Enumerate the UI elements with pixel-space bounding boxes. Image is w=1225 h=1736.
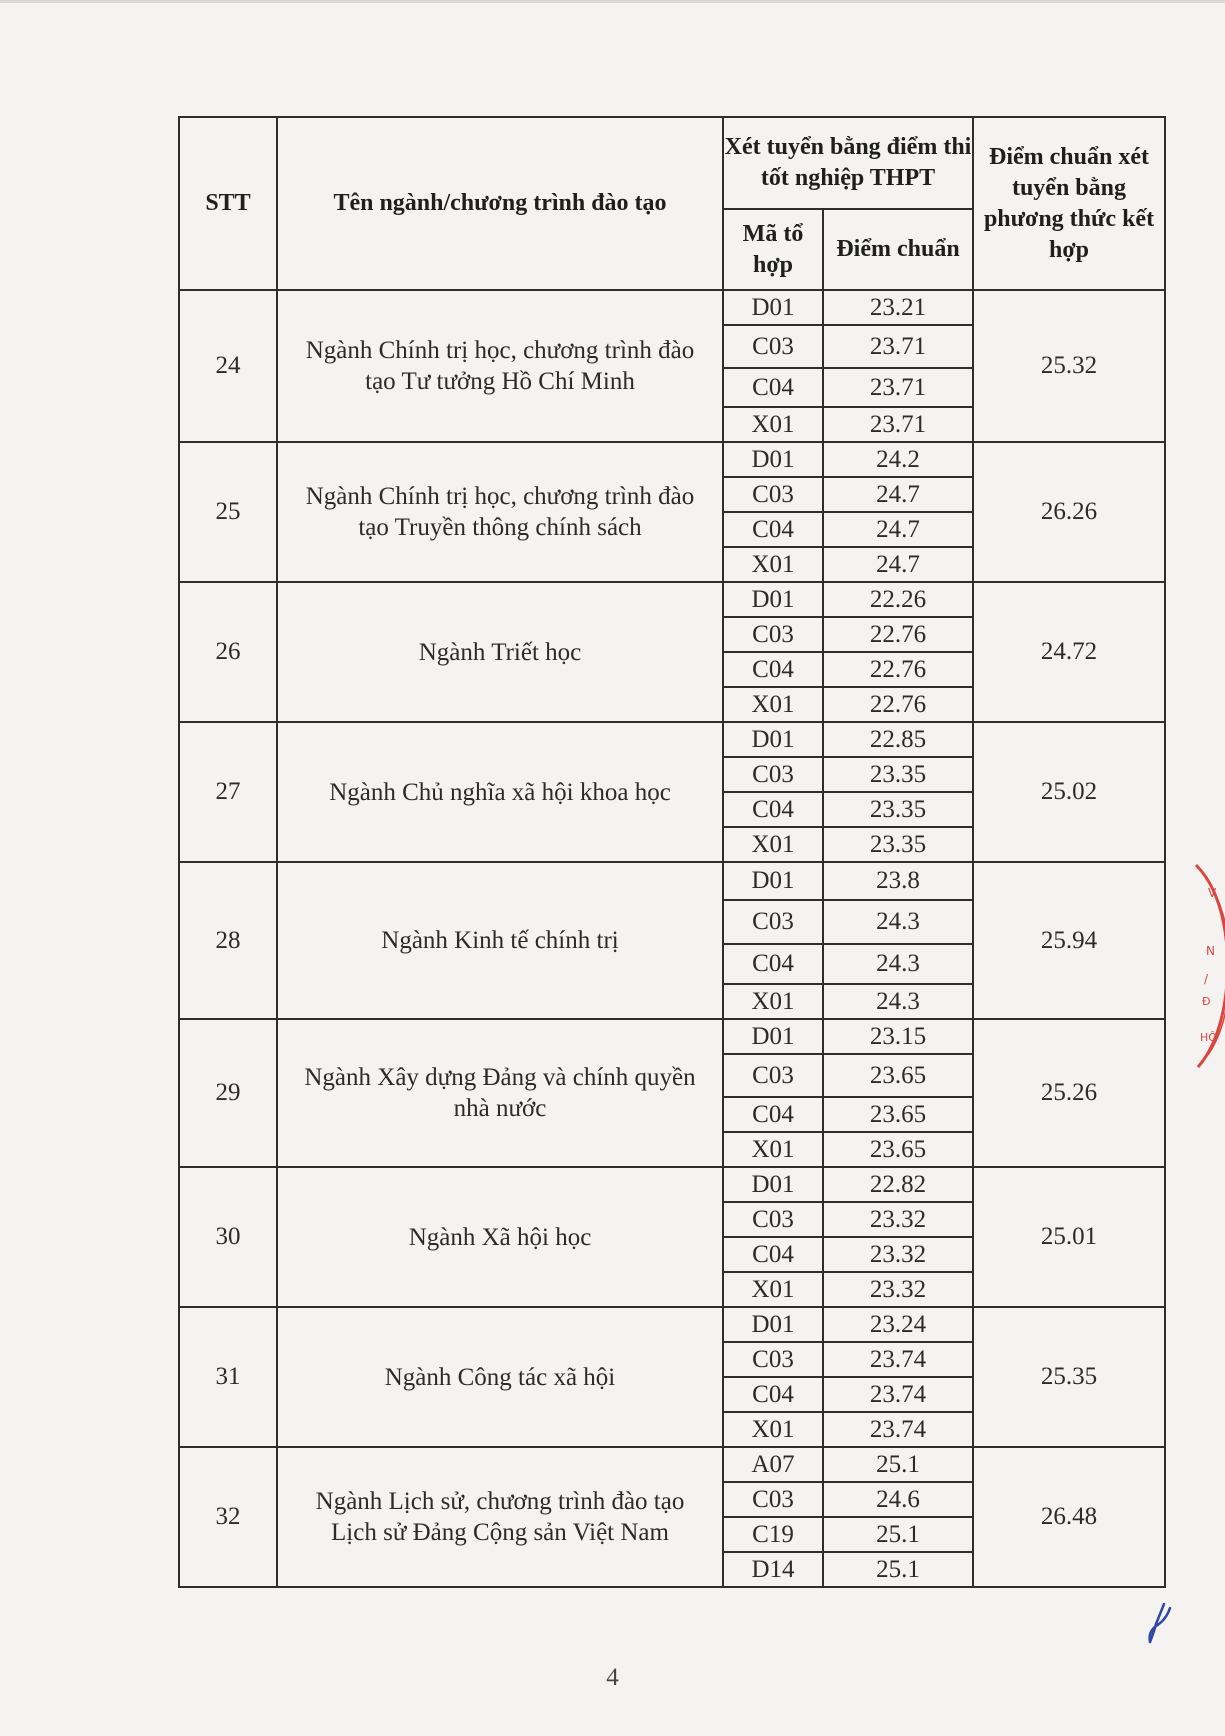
cutoff-score-cell: 25.1	[823, 1552, 973, 1587]
combination-code-cell: C03	[723, 1482, 823, 1517]
header-stt: STT	[179, 117, 277, 290]
stt-cell: 31	[179, 1307, 277, 1447]
combination-code-cell: X01	[723, 407, 823, 442]
table-row	[179, 862, 1165, 900]
combination-code-cell: X01	[723, 687, 823, 722]
combination-code-cell: C04	[723, 1097, 823, 1132]
major-name-cell: Ngành Triết học	[277, 582, 723, 722]
combination-code-cell: A07	[723, 1447, 823, 1482]
svg-text:Đ: Đ	[1202, 995, 1211, 1008]
cutoff-score-cell: 23.35	[823, 757, 973, 792]
cutoff-score-cell: 24.3	[823, 900, 973, 944]
major-name-cell: Ngành Kinh tế chính trị	[277, 862, 723, 1019]
combination-code-cell: C04	[723, 512, 823, 547]
combination-code-cell: D01	[723, 290, 823, 325]
svg-text:HÔ: HÔ	[1200, 1031, 1217, 1044]
combination-code-cell: C04	[723, 652, 823, 687]
combination-code-cell: X01	[723, 1272, 823, 1307]
combination-code-cell: C03	[723, 1342, 823, 1377]
combination-code-cell: X01	[723, 547, 823, 582]
combined-score-cell: 25.01	[973, 1167, 1165, 1307]
combination-code-cell: X01	[723, 1132, 823, 1167]
cutoff-score-cell: 23.65	[823, 1097, 973, 1132]
combined-score-cell: 24.72	[973, 582, 1165, 722]
combination-code-cell: D01	[723, 1307, 823, 1342]
combination-code-cell: D01	[723, 1019, 823, 1054]
stt-cell: 30	[179, 1167, 277, 1307]
stt-cell: 28	[179, 862, 277, 1019]
cutoff-score-cell: 22.26	[823, 582, 973, 617]
svg-text:V: V	[1208, 886, 1217, 900]
cutoff-score-cell: 23.35	[823, 792, 973, 827]
table-row	[179, 1447, 1165, 1482]
cutoff-score-cell: 23.65	[823, 1132, 973, 1167]
cutoff-score-cell: 24.7	[823, 547, 973, 582]
stt-cell: 26	[179, 582, 277, 722]
cutoff-score-cell: 23.24	[823, 1307, 973, 1342]
table-row	[179, 722, 1165, 757]
cutoff-score-cell: 23.71	[823, 407, 973, 442]
major-name-cell: Ngành Chính trị học, chương trình đào tạo Tư tưởng Hồ Chí Minh	[277, 290, 723, 442]
page-number: 4	[606, 1664, 619, 1691]
cutoff-score-cell: 24.2	[823, 442, 973, 477]
page-top-edge	[0, 0, 1225, 3]
cutoff-score-cell: 23.74	[823, 1342, 973, 1377]
combination-code-cell: D01	[723, 862, 823, 900]
stt-cell: 24	[179, 290, 277, 442]
combination-code-cell: C03	[723, 900, 823, 944]
combined-score-cell: 25.32	[973, 290, 1165, 442]
cutoff-score-cell: 22.76	[823, 687, 973, 722]
combination-code-cell: C04	[723, 944, 823, 984]
cutoff-score-cell: 22.82	[823, 1167, 973, 1202]
stt-cell: 27	[179, 722, 277, 862]
combination-code-cell: X01	[723, 827, 823, 862]
cutoff-score-cell: 23.71	[823, 325, 973, 368]
combination-code-cell: C03	[723, 1054, 823, 1097]
cutoff-score-cell: 23.8	[823, 862, 973, 900]
combination-code-cell: D01	[723, 722, 823, 757]
combination-code-cell: C04	[723, 792, 823, 827]
major-name-cell: Ngành Chính trị học, chương trình đào tạo Truyền thông chính sách	[277, 442, 723, 582]
table-row	[179, 1167, 1165, 1202]
major-name-cell: Ngành Xây dựng Đảng và chính quyền nhà nước	[277, 1019, 723, 1167]
header-combination-code: Mã tổ hợp	[723, 209, 823, 290]
combination-code-cell: D01	[723, 582, 823, 617]
header-row	[179, 117, 1165, 209]
cutoff-score-cell: 23.71	[823, 368, 973, 407]
combined-score-cell: 25.94	[973, 862, 1165, 1019]
cutoff-score-cell: 23.21	[823, 290, 973, 325]
table-body	[179, 290, 1165, 1587]
cutoff-score-cell: 24.6	[823, 1482, 973, 1517]
svg-text:/: /	[1204, 972, 1209, 986]
combination-code-cell: C03	[723, 477, 823, 512]
combined-score-cell: 26.48	[973, 1447, 1165, 1587]
cutoff-score-cell: 22.76	[823, 617, 973, 652]
header-major: Tên ngành/chương trình đào tạo	[277, 117, 723, 290]
combination-code-cell: C04	[723, 1237, 823, 1272]
cutoff-score-cell: 23.65	[823, 1054, 973, 1097]
table-row	[179, 1307, 1165, 1342]
cutoff-score-cell: 23.35	[823, 827, 973, 862]
combination-code-cell: D14	[723, 1552, 823, 1587]
major-name-cell: Ngành Lịch sử, chương trình đào tạo Lịch sử Đảng Cộng sản Việt Nam	[277, 1447, 723, 1587]
combination-code-cell: D01	[723, 442, 823, 477]
combination-code-cell: C04	[723, 1377, 823, 1412]
combination-code-cell: C19	[723, 1517, 823, 1552]
combination-code-cell: C04	[723, 368, 823, 407]
combined-score-cell: 25.26	[973, 1019, 1165, 1167]
cutoff-score-cell: 25.1	[823, 1447, 973, 1482]
cutoff-score-cell: 23.15	[823, 1019, 973, 1054]
header-cutoff-score: Điểm chuẩn	[823, 209, 973, 290]
major-name-cell: Ngành Chủ nghĩa xã hội khoa học	[277, 722, 723, 862]
combination-code-cell: C03	[723, 1202, 823, 1237]
stt-cell: 25	[179, 442, 277, 582]
combined-score-cell: 26.26	[973, 442, 1165, 582]
admission-score-table	[178, 116, 1166, 1588]
cutoff-score-cell: 22.76	[823, 652, 973, 687]
table-row	[179, 1019, 1165, 1054]
combination-code-cell: X01	[723, 1412, 823, 1447]
cutoff-score-cell: 24.3	[823, 944, 973, 984]
cutoff-score-cell: 24.3	[823, 984, 973, 1019]
signature-mark	[1136, 1602, 1172, 1648]
combination-code-cell: C03	[723, 325, 823, 368]
cutoff-score-cell: 23.32	[823, 1202, 973, 1237]
table-row	[179, 290, 1165, 325]
cutoff-score-cell: 23.74	[823, 1412, 973, 1447]
combination-code-cell: C03	[723, 617, 823, 652]
major-name-cell: Ngành Công tác xã hội	[277, 1307, 723, 1447]
combined-score-cell: 25.35	[973, 1307, 1165, 1447]
stt-cell: 29	[179, 1019, 277, 1167]
cutoff-score-cell: 22.85	[823, 722, 973, 757]
table-row	[179, 442, 1165, 477]
combination-code-cell: C03	[723, 757, 823, 792]
combination-code-cell: X01	[723, 984, 823, 1019]
red-seal-fragment	[1192, 855, 1225, 1075]
cutoff-score-cell: 23.74	[823, 1377, 973, 1412]
major-name-cell: Ngành Xã hội học	[277, 1167, 723, 1307]
cutoff-score-cell: 25.1	[823, 1517, 973, 1552]
cutoff-score-cell: 24.7	[823, 477, 973, 512]
table-row	[179, 582, 1165, 617]
cutoff-score-cell: 23.32	[823, 1237, 973, 1272]
header-combined-method: Điểm chuẩn xét tuyển bằng phương thức kết hợp	[973, 117, 1165, 290]
cutoff-score-cell: 24.7	[823, 512, 973, 547]
combined-score-cell: 25.02	[973, 722, 1165, 862]
cutoff-score-cell: 23.32	[823, 1272, 973, 1307]
stt-cell: 32	[179, 1447, 277, 1587]
svg-text:N: N	[1206, 944, 1215, 958]
header-thpt-group: Xét tuyển bằng điểm thi tốt nghiệp THPT	[723, 117, 973, 209]
combination-code-cell: D01	[723, 1167, 823, 1202]
